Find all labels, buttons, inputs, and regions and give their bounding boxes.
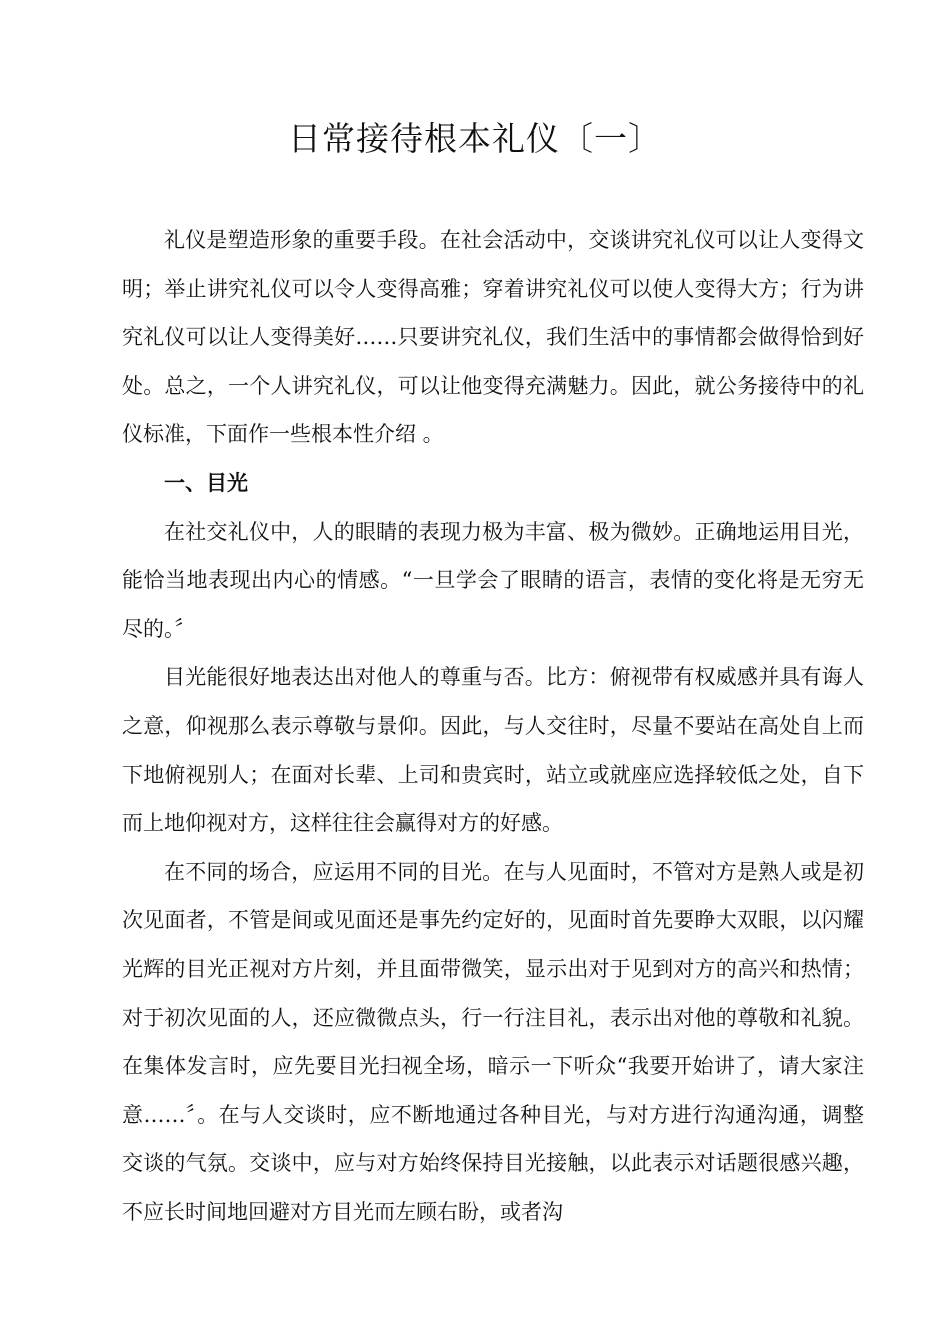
eyes-paragraph-2: 目光能很好地表达出对他人的尊重与否。比方：俯视带有权威感并具有诲人之意，仰视那么表示尊敬与景仰。因此，与人交往时，尽量不要站在高处自上而下地俯视别人；在面对长辈、上司和贵宾时，站立或就座应选择较低之处，自下而上地仰视对方，这样往往会赢得对方的好感。 [122, 665, 864, 836]
intro-paragraph: 礼仪是塑造形象的重要手段。在社会活动中，交谈讲究礼仪可以让人变得文明；举止讲究礼仪可以令人变得高雅；穿着讲究礼仪可以使人变得大方；行为讲究礼仪可以让人变得美好……只要讲究礼仪，我们生活中的事情都会做得恰到好处。总之，一个人讲究礼仪，可以让他变得充满魅力。因此，就公务接待中的礼仪标准，下面作一些根本性介绍 。 [122, 228, 864, 447]
document-body [122, 216, 864, 1236]
eyes-paragraph-1: 在社交礼仪中，人的眼睛的表现力极为丰富、极为微妙。正确地运用目光，能恰当地表现出内心的情感。“一旦学会了眼睛的语言，表情的变化将是无穷无尽的。〞 [122, 519, 864, 641]
page-title: 日常接待根本礼仪〔一〕 [288, 119, 662, 158]
section-heading-eyes: 一、目光 [164, 470, 248, 495]
eyes-paragraph-3: 在不同的场合，应运用不同的目光。在与人见面时，不管对方是熟人或是初次见面者，不管是间或见面还是事先约定好的，见面时首先要睁大双眼，以闪耀光辉的目光正视对方片刻，并且面带微笑，显示出对于见到对方的高兴和热情；对于初次见面的人，还应微微点头，行一行注目礼，表示出对他的尊敬和礼貌。在集体发言时，应先要目光扫视全场，暗示一下听众“我要开始讲了，请大家注意……〞。在与人交谈时，应不断地通过各种目光，与对方进行沟通沟通，调整交谈的气氛。交谈中，应与对方始终保持目光接触，以此表示对话题很感兴趣，不应长时间地回避对方目光而左顾右盼，或者沟 [122, 859, 864, 1224]
